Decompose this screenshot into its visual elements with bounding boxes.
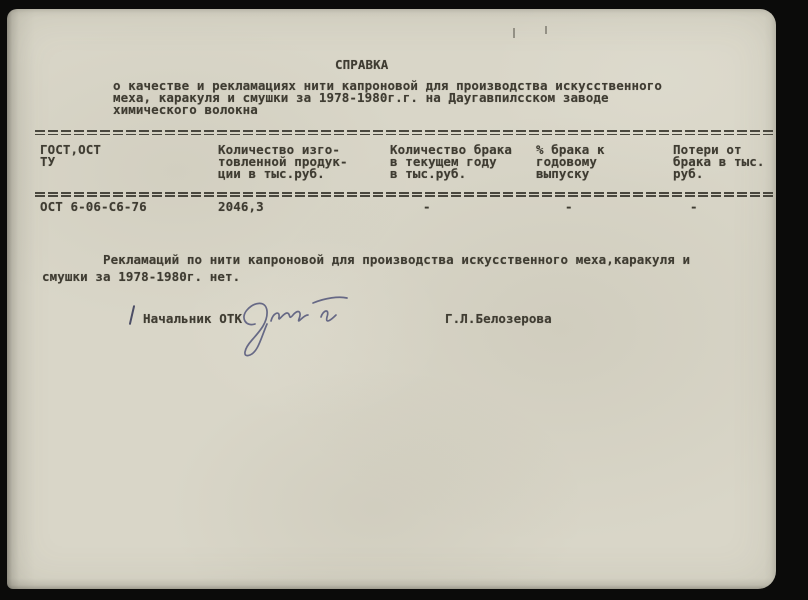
- signer-name: Г.Л.Белозерова: [445, 311, 552, 326]
- header-line: в текущем году: [390, 154, 497, 169]
- header-line: брака в тыс.: [673, 154, 765, 169]
- cell-quantity: 2046,3: [218, 199, 264, 214]
- paragraph-line: Рекламаций по нити капроновой для производства искусственного меха,каракуля и: [103, 252, 691, 267]
- header-line: ции в тыс.руб.: [218, 166, 325, 181]
- header-line: в тыс.руб.: [390, 166, 467, 181]
- header-line: выпуску: [536, 166, 590, 181]
- header-line: ГОСТ,ОСТ: [40, 142, 102, 157]
- scan-tick-mark: [545, 26, 547, 34]
- document-title: СПРАВКА: [335, 57, 389, 72]
- handwritten-signature: [233, 286, 368, 370]
- header-line: годовому: [536, 154, 598, 169]
- signer-role: Начальник ОТК: [143, 311, 243, 326]
- paragraph-line: смушки за 1978-1980г. нет.: [42, 269, 241, 284]
- cell-losses: -: [690, 199, 698, 214]
- subtitle-line: химического волокна: [113, 102, 258, 117]
- table-rule-header-bottom: [35, 192, 773, 194]
- scan-tick-mark: [513, 28, 515, 38]
- subtitle-line: о качестве и рекламациях нити капроновой для производства искусственного: [113, 78, 663, 93]
- cell-defects: -: [423, 199, 431, 214]
- header-line: Количество изго-: [218, 142, 341, 157]
- table-rule-top: [35, 134, 773, 136]
- header-line: % брака к: [536, 142, 605, 157]
- header-line: Потери от: [673, 142, 742, 157]
- header-line: руб.: [673, 166, 704, 181]
- subtitle-line: меха, каракуля и смушки за 1978-1980г.г. на Даугавпилсском заводе: [113, 90, 609, 105]
- cell-percent: -: [565, 199, 573, 214]
- table-rule-top: [35, 130, 773, 132]
- cell-gost: ОСТ 6-06-С6-76: [40, 199, 147, 214]
- header-line: товленной продук-: [218, 154, 348, 169]
- header-line: ТУ: [40, 154, 56, 169]
- header-line: Количество брака: [390, 142, 513, 157]
- table-rule-header-bottom: [35, 195, 773, 197]
